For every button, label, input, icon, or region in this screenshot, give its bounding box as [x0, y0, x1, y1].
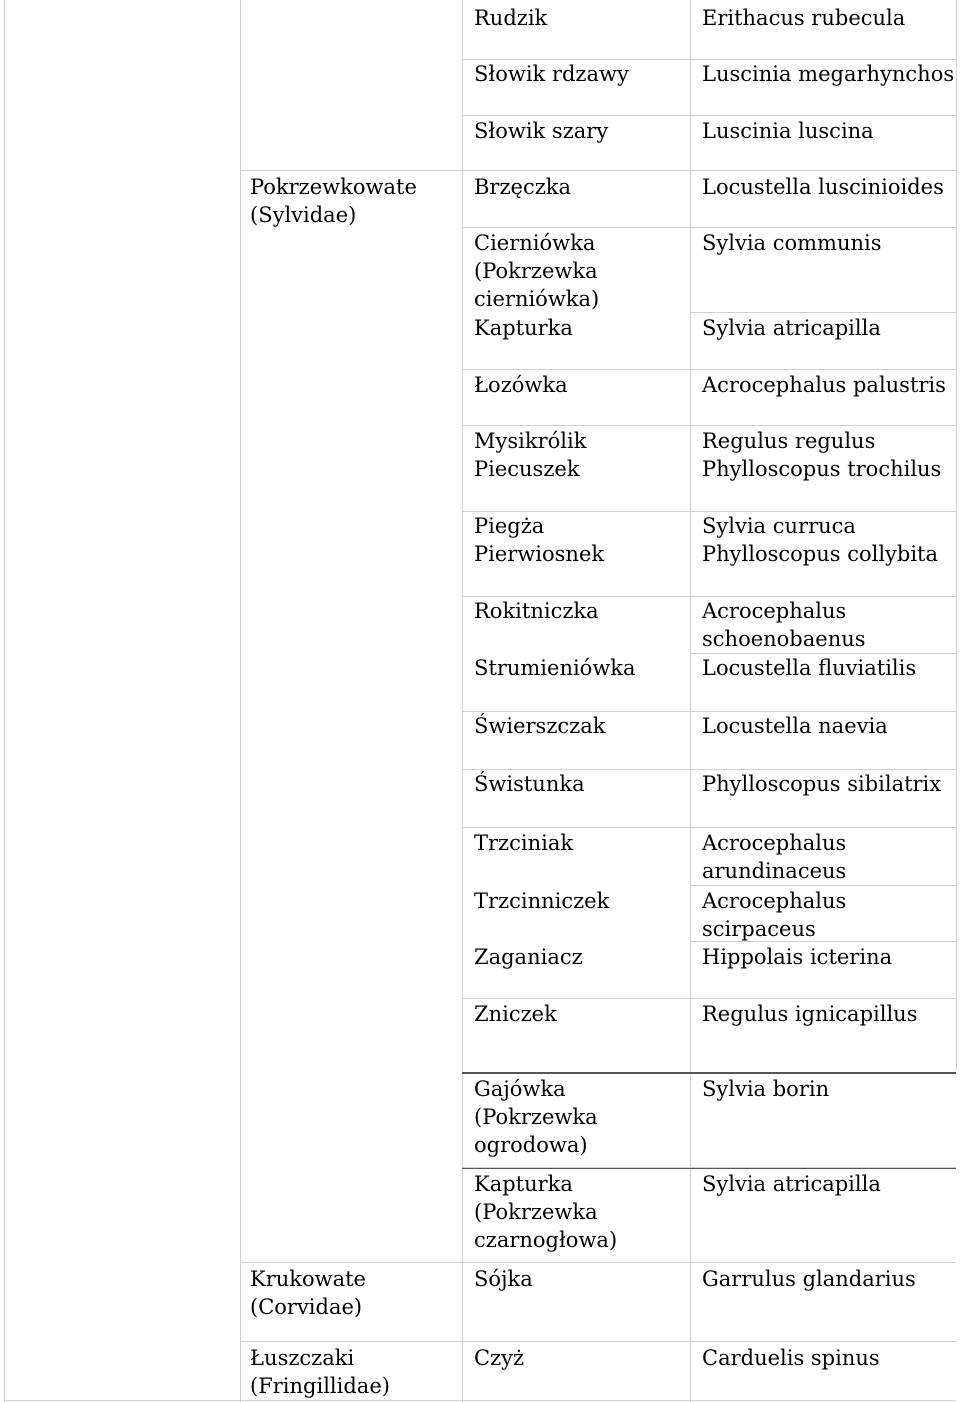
family-name: Pokrzewkowate (Sylvidae) [250, 175, 417, 227]
latin-name: Acrocephalus scirpaceus [702, 889, 847, 941]
polish-name: Trzciniak [474, 831, 574, 855]
latin-name: Hippolais icterina [702, 945, 893, 969]
latin-name: Phylloscopus sibilatrix [702, 772, 942, 796]
latin-name: Luscinia luscina [702, 119, 874, 143]
row-divider [690, 312, 956, 313]
latin-name: Luscinia megarhynchos [702, 62, 955, 86]
polish-name: Rokitniczka [474, 599, 599, 623]
table-border-right [956, 0, 957, 1070]
polish-name: Cierniówka (Pokrzewka cierniówka) [474, 231, 600, 311]
polish-name: Słowik rdzawy [474, 62, 629, 86]
row-divider [462, 425, 956, 426]
latin-name: Acrocephalus palustris [702, 373, 946, 397]
polish-name: Rudzik [474, 6, 548, 30]
row-divider [462, 998, 956, 999]
polish-name: Piegża Pierwiosnek [474, 514, 605, 566]
row-divider [240, 1262, 956, 1263]
latin-name: Sylvia curruca Phylloscopus collybita [702, 514, 939, 566]
polish-name: Strumieniówka [474, 656, 636, 680]
latin-name: Sylvia atricapilla [702, 1172, 881, 1196]
row-divider [240, 1341, 956, 1342]
polish-name: Zaganiacz [474, 945, 583, 969]
latin-name: Acrocephalus schoenobaenus [702, 599, 866, 651]
latin-name: Acrocephalus arundinaceus [702, 831, 847, 883]
family-name: Łuszczaki (Fringillidae) [250, 1346, 390, 1398]
family-name: Krukowate (Corvidae) [250, 1267, 366, 1319]
column-divider-polish [462, 0, 463, 1402]
latin-name: Regulus regulus Phylloscopus trochilus [702, 429, 942, 481]
row-divider [462, 115, 956, 116]
polish-name: Świerszczak [474, 714, 606, 738]
polish-name: Gajówka (Pokrzewka ogrodowa) [474, 1077, 598, 1157]
polish-name: Sójka [474, 1267, 533, 1291]
row-divider [462, 227, 956, 228]
polish-name: Świstunka [474, 772, 585, 796]
table-border-left [4, 0, 5, 1402]
latin-name: Sylvia borin [702, 1077, 830, 1101]
polish-name: Mysikrólik Piecuszek [474, 429, 587, 481]
polish-name: Kapturka [474, 316, 573, 340]
row-divider [462, 827, 956, 828]
column-divider-latin [690, 0, 691, 1402]
latin-name: Erithacus rubecula [702, 6, 906, 30]
column-divider-family [240, 0, 241, 1402]
latin-name: Garrulus glandarius [702, 1267, 916, 1291]
polish-name: Trzcinniczek [474, 889, 610, 913]
row-divider [462, 369, 956, 370]
polish-name: Słowik szary [474, 119, 609, 143]
polish-name: Łozówka [474, 373, 568, 397]
polish-name: Czyż [474, 1346, 525, 1370]
polish-name: Zniczek [474, 1002, 557, 1026]
row-divider [690, 885, 956, 886]
row-divider [462, 1168, 956, 1169]
latin-name: Regulus ignicapillus [702, 1002, 918, 1026]
latin-name: Locustella luscinioides [702, 175, 944, 199]
latin-name: Sylvia atricapilla [702, 316, 881, 340]
latin-name: Locustella naevia [702, 714, 888, 738]
latin-name: Carduelis spinus [702, 1346, 880, 1370]
polish-name: Kapturka (Pokrzewka czarnogłowa) [474, 1172, 618, 1252]
latin-name: Sylvia communis [702, 231, 882, 255]
latin-name: Locustella fluviatilis [702, 656, 917, 680]
row-divider [462, 1072, 956, 1074]
polish-name: Brzęczka [474, 175, 572, 199]
row-divider [240, 170, 956, 171]
table-border-bottom [4, 1400, 956, 1401]
